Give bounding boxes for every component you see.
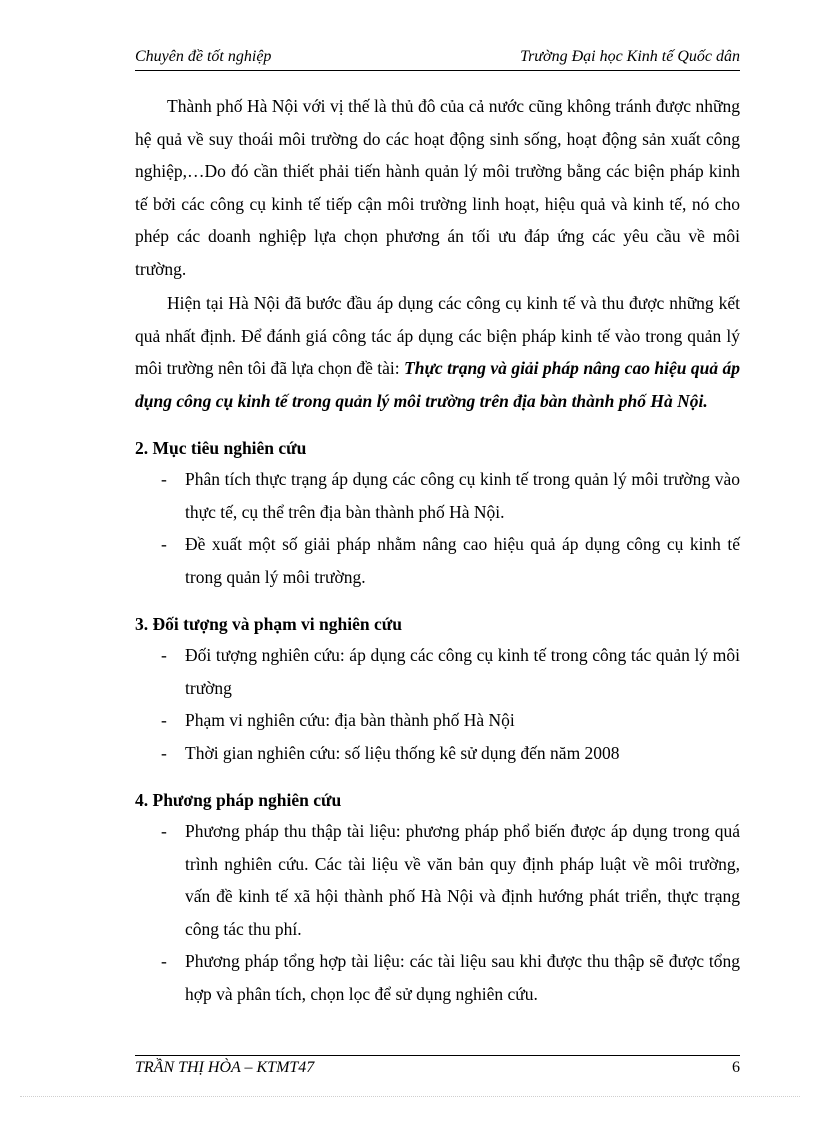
list-item-text: Phương pháp tổng hợp tài liệu: các tài liệu sau khi được thu thập sẽ được tổng hợp và phân tích, chọn lọc để sử dụng nghiên cứu. (185, 951, 740, 1004)
list-item (135, 463, 740, 528)
page-header (135, 48, 740, 71)
list-item-text: Đối tượng nghiên cứu: áp dụng các công cụ kinh tế trong công tác quản lý môi trường (185, 645, 740, 698)
list-item (135, 639, 740, 704)
section-2-title: 2. Mục tiêu nghiên cứu (135, 438, 307, 458)
intro-paragraph-2-text: Hiện tại Hà Nội đã bước đầu áp dụng các công cụ kinh tế và thu được những kết quả nhất định. Để đánh giá công tác áp dụng các biện pháp kinh tế vào trong quản lý môi trường nên tôi đã lựa chọn đề tài: (135, 293, 740, 378)
page-number: 6 (732, 1059, 740, 1076)
list-item-text: Phạm vi nghiên cứu: địa bàn thành phố Hà Nội (185, 710, 515, 730)
footer-author: TRẦN THỊ HÒA – KTMT47 (135, 1059, 315, 1076)
list-item-text: Phân tích thực trạng áp dụng các công cụ kinh tế trong quản lý môi trường vào thực tế, cụ thể trên địa bàn thành phố Hà Nội. (185, 469, 740, 522)
dash-bullet: - (161, 951, 167, 971)
list-item-text: Thời gian nghiên cứu: số liệu thống kê sử dụng đến năm 2008 (185, 742, 620, 763)
dash-bullet: - (161, 469, 167, 489)
section-3-title: 3. Đối tượng và phạm vi nghiên cứu (135, 614, 402, 634)
dash-bullet: - (161, 742, 167, 763)
list-item (135, 528, 740, 593)
dash-bullet: - (161, 534, 167, 554)
intro-paragraph-2 (135, 287, 740, 417)
header-university: Trường Đại học Kinh tế Quốc dân (520, 48, 740, 65)
dash-bullet: - (161, 645, 167, 665)
intro-paragraph-1: Thành phố Hà Nội với vị thế là thủ đô của cả nước cũng không tránh được những hệ quả về suy thoái môi trường do các hoạt động sinh sống, hoạt động sản xuất công nghiệp,…Do đó cần thiết phải tiến hành quản lý môi trường bằng các biện pháp kinh tế bởi các công cụ kinh tế tiếp cận môi trường linh hoạt, hiệu quả và kinh tế, nó cho phép các doanh nghiệp lựa chọn phương án tối ưu đáp ứng các yêu cầu về môi trường. (135, 96, 740, 279)
page-footer (135, 1055, 740, 1081)
dash-bullet: - (161, 821, 167, 841)
document-body (135, 90, 740, 1010)
page-separator (20, 1096, 800, 1097)
section-4-list (135, 815, 740, 1010)
thesis-topic: Thực trạng và giải pháp nâng cao hiệu quả áp dụng công cụ kinh tế trong quản lý môi trường trên địa bàn thành phố Hà Nội. (135, 358, 740, 411)
section-2-list (135, 463, 740, 593)
list-item (135, 737, 740, 770)
list-item-text: Đề xuất một số giải pháp nhằm nâng cao hiệu quả áp dụng công cụ kinh tế trong quản lý môi trường. (185, 534, 740, 587)
list-item (135, 945, 740, 1010)
header-course-title: Chuyên đề tốt nghiệp (135, 48, 272, 65)
list-item (135, 704, 740, 737)
list-item (135, 815, 740, 945)
section-3-list (135, 639, 740, 769)
dash-bullet: - (161, 710, 167, 730)
list-item-text: Phương pháp thu thập tài liệu: phương pháp phổ biến được áp dụng trong quá trình nghiên cứu. Các tài liệu về văn bản quy định pháp luật về môi trường, vấn đề kinh tế xã hội thành phố Hà Nội và định hướng phát triển, thực trạng công tác thu phí. (185, 821, 740, 939)
section-4-title: 4. Phương pháp nghiên cứu (135, 790, 342, 810)
